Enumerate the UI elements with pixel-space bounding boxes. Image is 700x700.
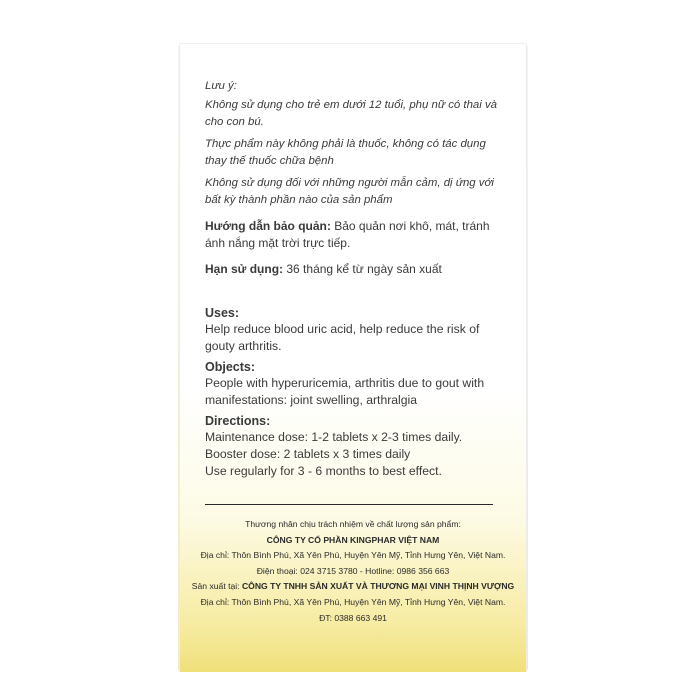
note-item: Không sử dụng đối với những người mẫn cảm, dị ứng với bất kỳ thành phần nào của sản phẩm bbox=[205, 177, 494, 206]
note-item: Thực phẩm này không phải là thuốc, không có tác dụng thay thế thuốc chữa bệnh bbox=[205, 138, 486, 167]
expiry-text: 36 tháng kể từ ngày sản xuất bbox=[286, 262, 442, 276]
manufacturer-address: Địa chỉ: Thôn Bình Phú, Xã Yên Phú, Huyện Yên Mỹ, Tỉnh Hưng Yên, Việt Nam. bbox=[200, 596, 506, 607]
expiry-label: Hạn sử dụng: bbox=[205, 262, 284, 276]
label-content bbox=[205, 78, 505, 480]
storage-instructions bbox=[205, 218, 505, 252]
company-footer bbox=[180, 517, 526, 626]
storage-label: Hướng dẫn bảo quản: bbox=[205, 219, 331, 233]
direction-line: Booster dose: 2 tablets x 3 times daily bbox=[205, 447, 411, 461]
directions-heading: Directions: bbox=[205, 414, 271, 428]
objects-heading: Objects: bbox=[205, 360, 256, 374]
manufacturer-label: Sản xuất tại: bbox=[191, 581, 240, 592]
expiry-info bbox=[205, 261, 505, 278]
notes-label: Lưu ý: bbox=[205, 80, 237, 92]
company-address: Địa chỉ: Thôn Bình Phú, Xã Yên Phú, Huyện Yên Mỹ, Tỉnh Hưng Yên, Việt Nam. bbox=[200, 550, 506, 561]
direction-line: Use regularly for 3 - 6 months to best effect. bbox=[205, 464, 442, 478]
uses-heading: Uses: bbox=[205, 306, 240, 320]
storage-text: Bảo quản nơi khô, mát, tránh ánh nắng mặt trời trực tiếp. bbox=[205, 219, 490, 250]
company-phone: Điện thoại: 024 3715 3780 - Hotline: 0986 356 663 bbox=[256, 565, 450, 576]
uses-text: Help reduce blood uric acid, help reduce the risk of gouty arthritis. bbox=[205, 322, 480, 353]
manufacturer-phone: ĐT: 0388 663 491 bbox=[319, 612, 387, 623]
manufacturer-line bbox=[180, 579, 526, 595]
responsible-label: Thương nhân chịu trách nhiệm về chất lượng sản phẩm: bbox=[245, 519, 461, 529]
objects-text: People with hyperuricemia, arthritis due to gout with manifestations: joint swelling, arthralgia bbox=[205, 376, 485, 407]
company-name: CÔNG TY CỔ PHẦN KINGPHAR VIỆT NAM bbox=[266, 534, 440, 545]
note-item: Không sử dụng cho trẻ em dưới 12 tuổi, phụ nữ có thai và cho con bú. bbox=[205, 99, 497, 128]
direction-line: Maintenance dose: 1-2 tablets x 2-3 times daily. bbox=[205, 430, 463, 444]
section-divider bbox=[205, 504, 493, 505]
manufacturer-name: CÔNG TY TNHH SẢN XUẤT VÀ THƯƠNG MẠI VINH THỊNH VƯỢNG bbox=[241, 581, 515, 592]
